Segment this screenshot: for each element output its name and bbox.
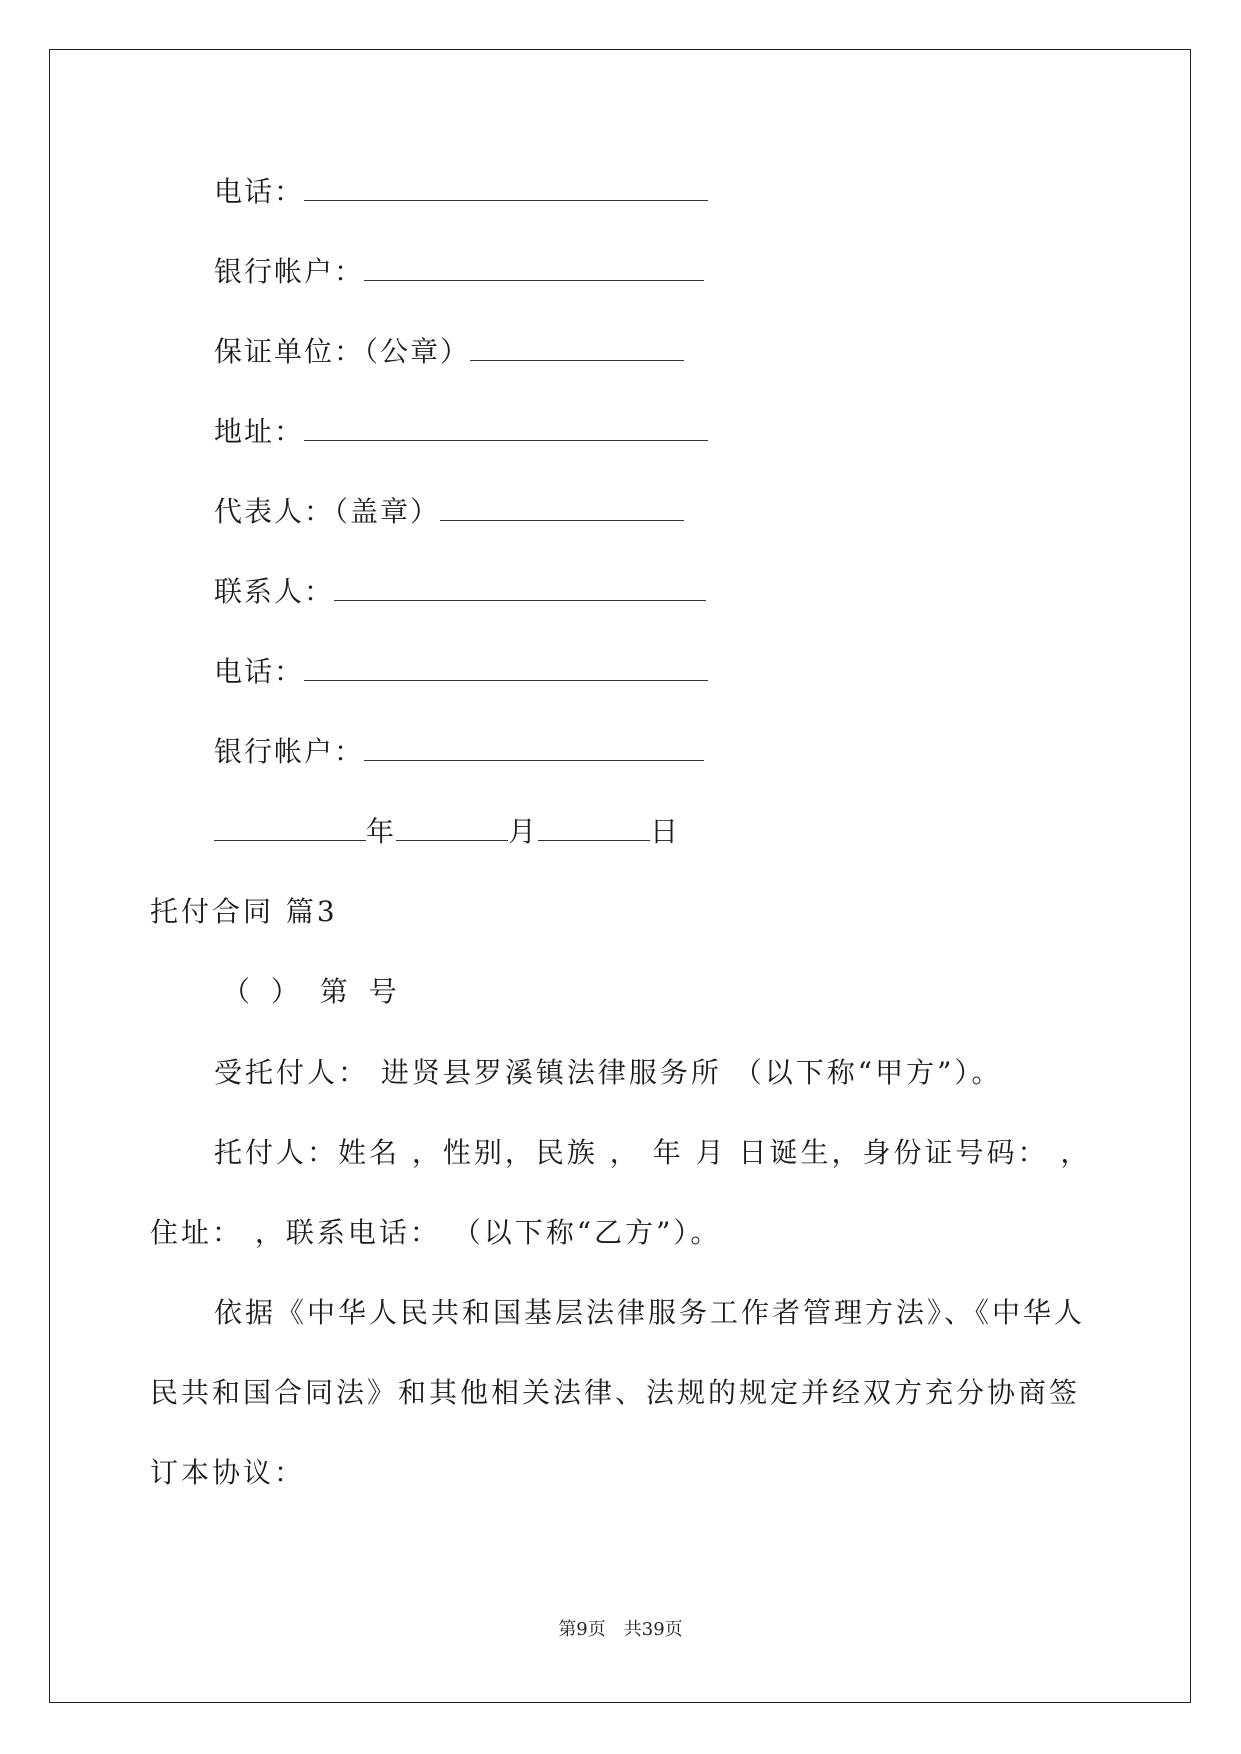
day-label: 日 bbox=[650, 815, 681, 848]
contact-person-label: 联系人： bbox=[214, 575, 335, 608]
bank-account-blank-2 bbox=[364, 732, 704, 761]
bank-account-label-1: 银行帐户： bbox=[214, 255, 365, 288]
guarantor-unit-blank bbox=[470, 332, 684, 361]
bank-account-blank-1 bbox=[364, 252, 704, 281]
year-blank bbox=[214, 812, 366, 841]
guarantor-unit-label: 保证单位：（公章） bbox=[214, 335, 471, 368]
representative-blank bbox=[440, 492, 684, 521]
paragraph-truster-line1: 托付人：姓名 ，性别，民族 ， 年 月 日诞生，身份证号码： ， bbox=[214, 1136, 1092, 1169]
phone-label-1: 电话： bbox=[214, 175, 305, 208]
guarantor-unit-field bbox=[214, 332, 684, 372]
phone-field-1 bbox=[214, 172, 708, 212]
contact-person-blank bbox=[334, 572, 706, 601]
phone-blank-1 bbox=[304, 172, 708, 201]
contact-person-field bbox=[214, 572, 706, 612]
bank-account-field-1 bbox=[214, 252, 704, 292]
page-number-footer: 第9页 共39页 bbox=[558, 1619, 683, 1640]
phone-label-2: 电话： bbox=[214, 655, 305, 688]
representative-label: 代表人：（盖章） bbox=[214, 495, 441, 528]
month-label: 月 bbox=[508, 815, 539, 848]
bank-account-label-2: 银行帐户： bbox=[214, 735, 365, 768]
paragraph-truster-line2: 住址： ，联系电话： （以下称“乙方”）。 bbox=[150, 1216, 722, 1249]
paragraph-basis-line2: 民共和国合同法》和其他相关法律、法规的规定并经双方充分协商签 bbox=[150, 1376, 1081, 1409]
phone-field-2 bbox=[214, 652, 708, 692]
day-blank bbox=[538, 812, 650, 841]
month-blank bbox=[396, 812, 508, 841]
bank-account-field-2 bbox=[214, 732, 704, 772]
paragraph-trustee: 受托付人： 进贤县罗溪镇法律服务所 （以下称“甲方”）。 bbox=[214, 1056, 1003, 1089]
year-label: 年 bbox=[366, 815, 397, 848]
section-title: 托付合同 篇3 bbox=[150, 895, 338, 928]
representative-field bbox=[214, 492, 684, 532]
date-line bbox=[214, 812, 680, 852]
address-blank bbox=[304, 412, 708, 441]
paragraph-basis-line1: 依据《中华人民共和国基层法律服务工作者管理方法》、《中华人 bbox=[214, 1296, 1086, 1329]
contract-number-line: （ ） 第 号 bbox=[222, 975, 403, 1008]
address-label: 地址： bbox=[214, 415, 305, 448]
paragraph-basis-line3: 订本协议： bbox=[150, 1456, 306, 1489]
phone-blank-2 bbox=[304, 652, 708, 681]
address-field bbox=[214, 412, 708, 452]
